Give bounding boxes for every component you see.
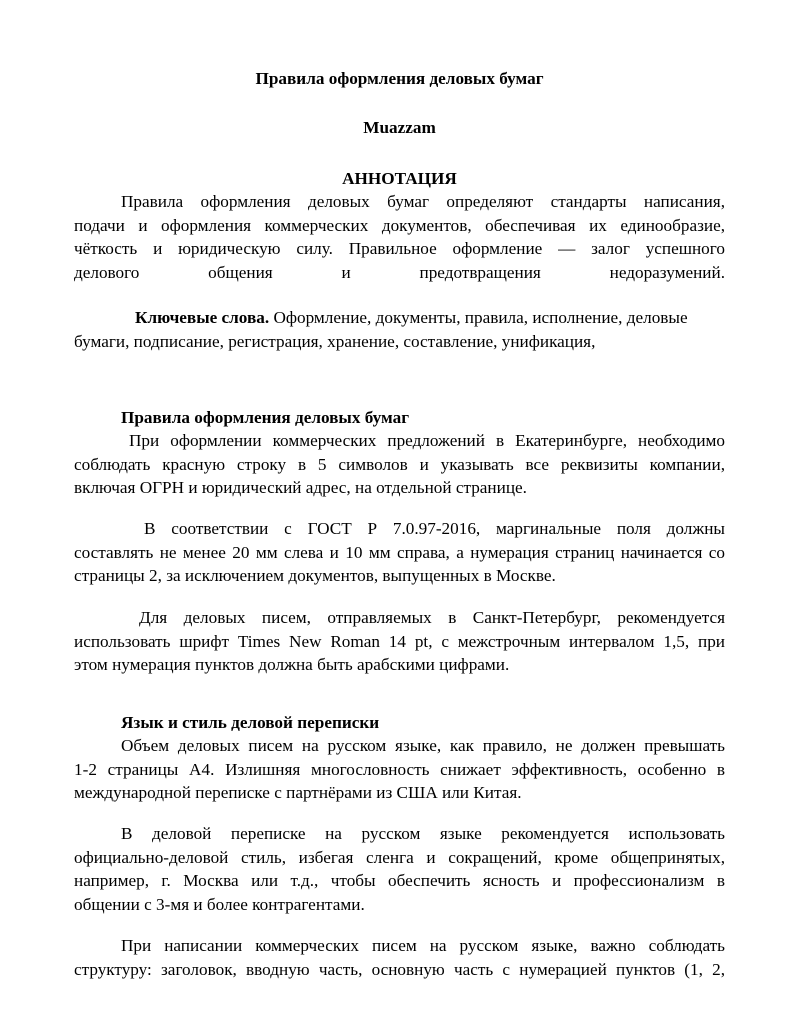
paragraph-line: Объем деловых писем на русском языке, как правило, не должен превышать <box>121 736 725 755</box>
annotation-heading: АННОТАЦИЯ <box>342 169 457 188</box>
paragraph-line: официально-деловой стиль, избегая сленга и сокращений, кроме общепринятых, <box>74 847 725 867</box>
body-paragraph <box>74 822 725 916</box>
keywords-paragraph <box>74 306 725 353</box>
paragraph-line: Для деловых писем, отправляемых в Санкт-Петербург, рекомендуется <box>139 608 725 627</box>
annotation-line: делового общения и предотвращения недоразумений. <box>74 262 725 282</box>
document-title: Правила оформления деловых бумаг <box>255 69 544 88</box>
paragraph-line: соблюдать красную строку в 5 символов и указывать все реквизиты компании, <box>74 454 725 474</box>
paragraph-line: например, г. Москва или т.д., чтобы обеспечить ясность и профессионализм в <box>74 871 725 891</box>
section-heading: Язык и стиль деловой переписки <box>121 713 380 732</box>
annotation-paragraph <box>74 190 725 284</box>
paragraph-line: включая ОГРН и юридический адрес, на отдельной странице. <box>74 478 527 498</box>
section-heading: Правила оформления деловых бумаг <box>121 408 410 427</box>
body-paragraph <box>74 606 725 677</box>
paragraph-line: составлять не менее 20 мм слева и 10 мм справа, а нумерация страниц начинается со <box>74 542 725 562</box>
keywords-line: бумаги, подписание, регистрация, хранение, составление, унификация, <box>74 331 596 351</box>
paragraph-line: При оформлении коммерческих предложений в Екатеринбурге, необходимо <box>129 431 725 450</box>
keywords-text: Оформление, документы, правила, исполнение, деловые <box>273 308 688 327</box>
annotation-line: Правила оформления деловых бумаг определяют стандарты написания, <box>121 192 725 211</box>
paragraph-line: В соответствии с ГОСТ Р 7.0.97-2016, маргинальные поля должны <box>144 519 725 538</box>
annotation-line: чёткость и юридическую силу. Правильное оформление — залог успешного <box>74 239 725 259</box>
document-author: Muazzam <box>363 118 436 137</box>
paragraph-line: этом нумерация пунктов должна быть арабскими цифрами. <box>74 655 510 675</box>
paragraph-line: В деловой переписке на русском языке рекомендуется использовать <box>121 824 725 843</box>
paragraph-line: использовать шрифт Times New Roman 14 pt, с межстрочным интервалом 1,5, при <box>74 631 725 651</box>
paragraph-line: международной переписке с партнёрами из США или Китая. <box>74 783 522 803</box>
paragraph-line: 1-2 страницы А4. Излишняя многословность снижает эффективность, особенно в <box>74 759 725 779</box>
keywords-label: Ключевые слова. <box>135 308 270 327</box>
paragraph-line: общении с 3-мя и более контрагентами. <box>74 894 365 914</box>
body-paragraph <box>74 517 725 588</box>
body-paragraph <box>74 429 725 500</box>
annotation-line: подачи и оформления коммерческих документов, обеспечивая их единообразие, <box>74 215 725 235</box>
body-paragraph <box>74 934 725 981</box>
body-paragraph <box>74 734 725 805</box>
paragraph-line: структуру: заголовок, вводную часть, основную часть с нумерацией пунктов (1, 2, <box>74 959 725 979</box>
keywords-line <box>74 306 725 330</box>
paragraph-line: страницы 2, за исключением документов, выпущенных в Москве. <box>74 566 556 586</box>
paragraph-line: При написании коммерческих писем на русском языке, важно соблюдать <box>121 936 725 955</box>
